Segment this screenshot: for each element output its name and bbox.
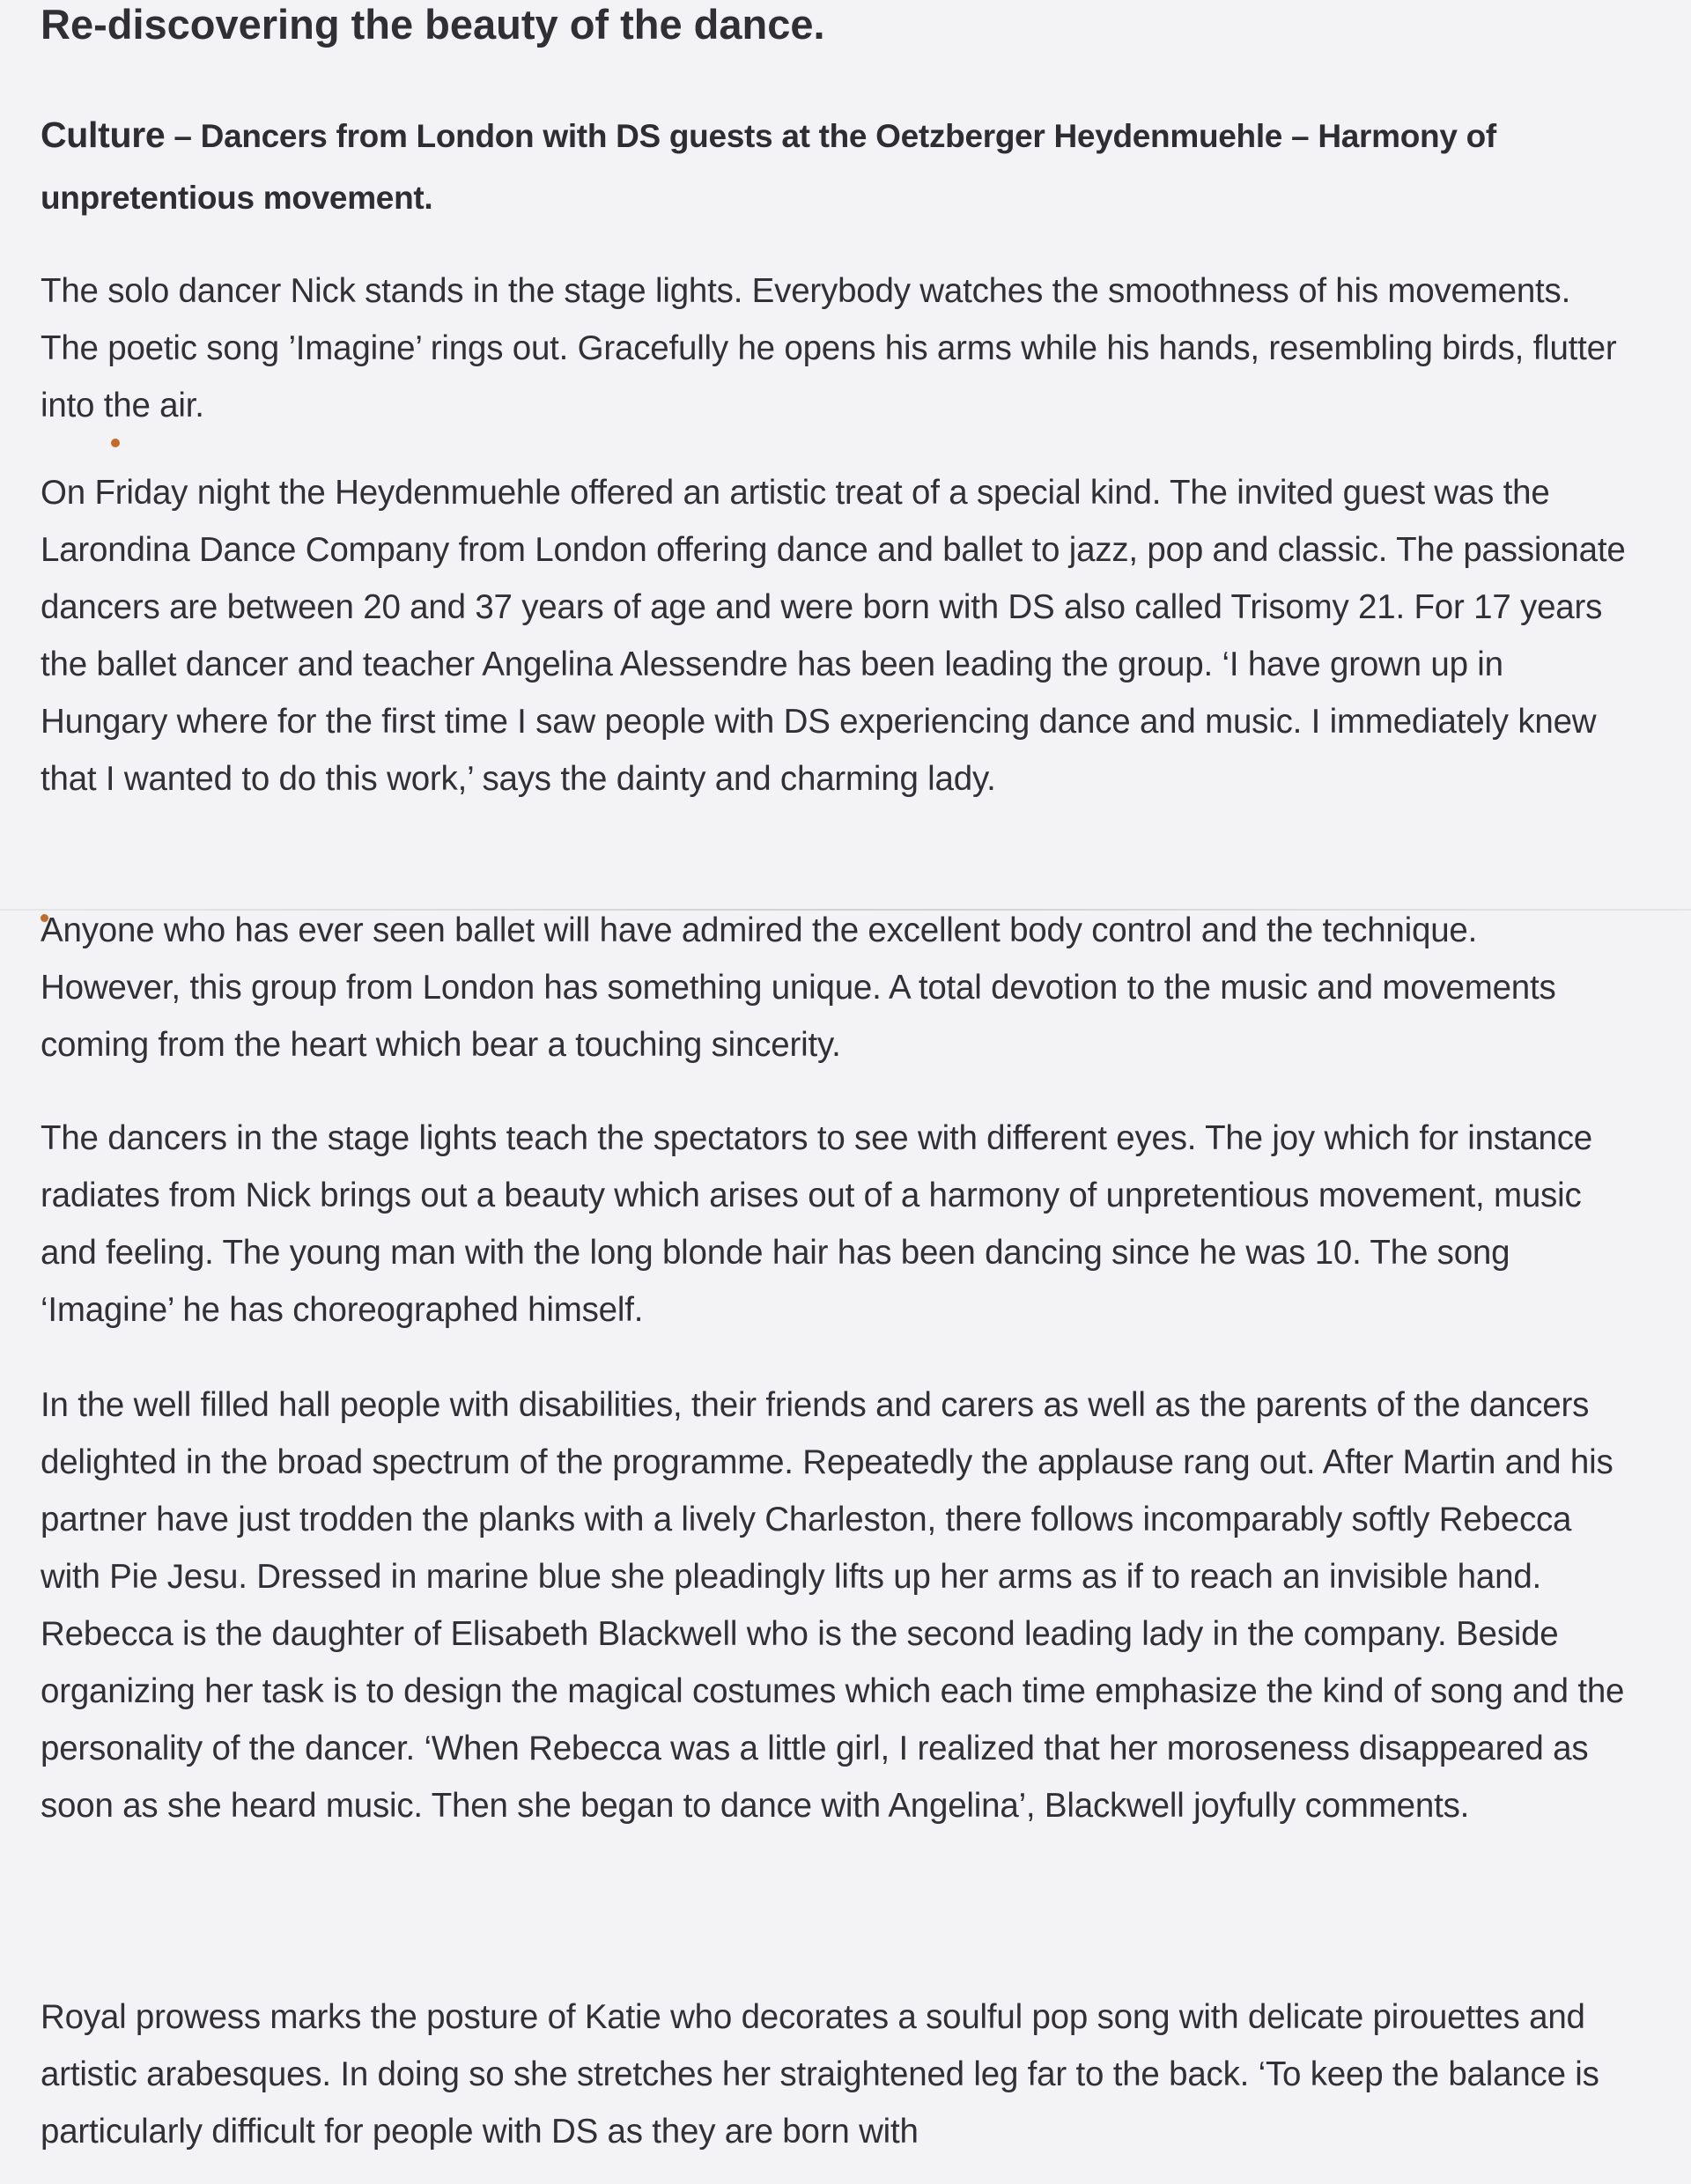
paragraph-4: The dancers in the stage lights teach the spectators to see with different eyes. The joy which for instance radiates from Nick brings out a beauty which arises out of a harmony of unpretentious movement, music and feeling. The young man with the long blonde hair has been dancing since he was 10. The song ‘Imagine’ he has choreographed himself. [41, 1119, 1593, 1329]
paragraph-1: The solo dancer Nick stands in the stage lights. Everybody watches the smoothness of his movements. The poetic song ’Imagine’ rings out. Gracefully he opens his arms while his hands, resembling birds, flutter into the air. [41, 272, 1617, 424]
paragraph-2: On Friday night the Heydenmuehle offered an artistic treat of a special kind. The invited guest was the Larondina Dance Company from London offering dance and ballet to jazz, pop and classic. The passionate dancers are between 20 and 37 years of age and were born with DS also called Trisomy 21. For 17 years the ballet dancer and teacher Angelina Alessendre has been leading the group. ‘I have grown up in Hungary where for the first time I saw people with DS experiencing dance and music. I immediately knew that I wanted to do this work,’ says the dainty and charming lady. [41, 474, 1626, 798]
paragraph-6: Royal prowess marks the posture of Katie who decorates a soulful pop song with delicate pirouettes and artistic arabesques. In doing so she stretches her straightened leg far to the back. ‘To keep the balance is particularly difficult for people with DS as they are born with [41, 1998, 1599, 2151]
paper-speck [111, 439, 120, 447]
subtitle-section-label: Culture [41, 114, 166, 155]
paragraph-5: In the well filled hall people with disabilities, their friends and carers as well as the parents of the dancers delighted in the broad spectrum of the programme. Repeatedly the applause rang out. After Martin and his partner have just trodden the planks with a lively Charleston, there follows incomparably softly Rebecca with Pie Jesu. Dressed in marine blue she pleadingly lifts up her arms as if to reach an invisible hand. Rebecca is the daughter of Elisabeth Blackwell who is the second leading lady in the company. Beside organizing her task is to design the magical costumes which each time emphasize the kind of song and the personality of the dancer. ‘When Rebecca was a little girl, I realized that her moroseness disappeared as soon as she heard music. Then she began to dance with Angelina’, Blackwell joyfully comments. [41, 1386, 1625, 1825]
subtitle-text: – Dancers from London with DS guests at the Oetzberger Heydenmuehle – Harmony of unpretentious movement. [41, 118, 1496, 216]
article-title: Re-discovering the beauty of the dance. [41, 1, 825, 48]
paragraph-3: Anyone who has ever seen ballet will have admired the excellent body control and the technique. However, this group from London has something unique. A total devotion to the music and movements coming from the heart which bear a touching sincerity. [41, 911, 1556, 1064]
article-subtitle [41, 104, 1591, 229]
